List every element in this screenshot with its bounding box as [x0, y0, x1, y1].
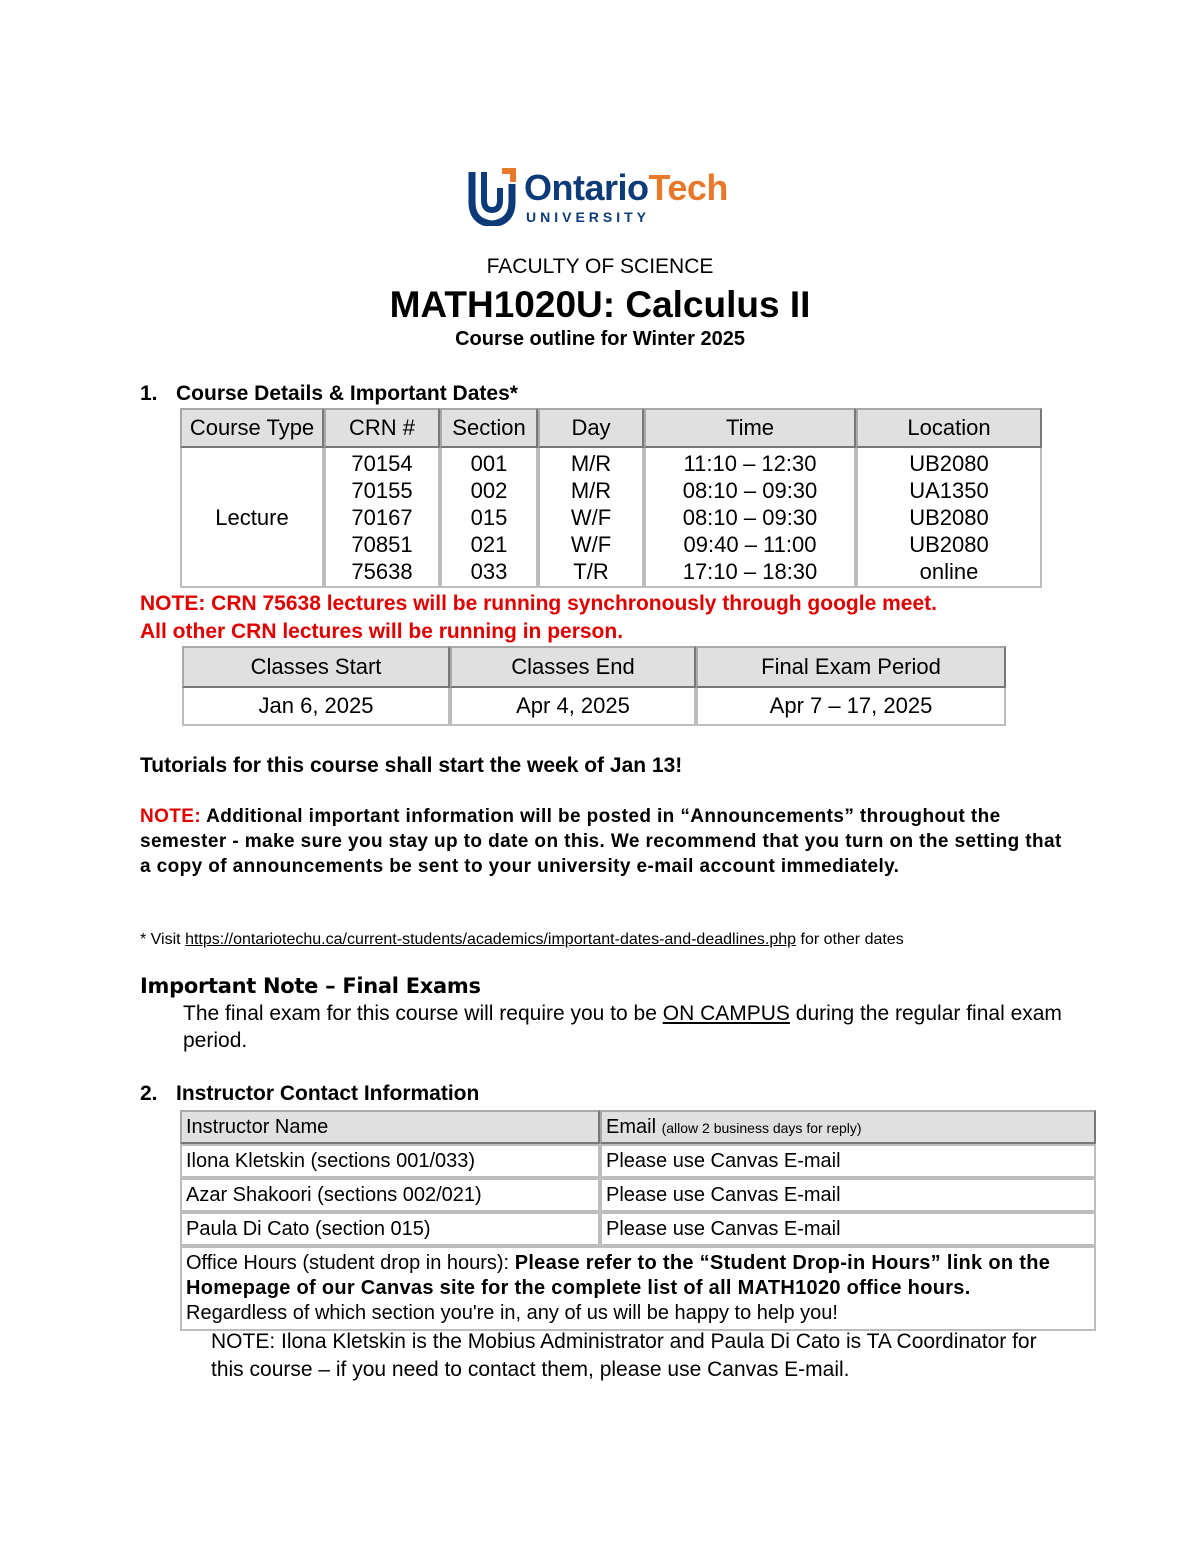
faculty-name: FACULTY OF SCIENCE [486, 255, 714, 278]
column-header: Section [440, 408, 538, 448]
table-row [180, 1212, 1096, 1246]
location-value: UB2080 [909, 451, 989, 476]
time-value: 09:40 – 11:00 [683, 532, 817, 557]
classes-end-value: Apr 4, 2025 [450, 688, 696, 726]
day-cell [538, 448, 644, 588]
location-value: UB2080 [909, 505, 989, 530]
table-row [180, 1144, 1096, 1178]
time-cell [644, 448, 856, 588]
coordinator-note: NOTE: Ilona Kletskin is the Mobius Administrator and Paula Di Cato is TA Coordinator for this course – if you need to contact them, please use Canvas E-mail. [211, 1330, 1037, 1381]
instructor-name-header: Instructor Name [180, 1110, 600, 1144]
day-value: T/R [573, 559, 609, 584]
table-row [182, 688, 1006, 726]
column-header: CRN # [324, 408, 440, 448]
instructor-email: Please use Canvas E-mail [600, 1212, 1096, 1246]
visit-dates-line [140, 931, 1070, 949]
office-hours-instructions: Please refer to the “Student Drop-in Hours” link on the Homepage of our Canvas site for the complete list of all MATH1020 office hours. [186, 1252, 1051, 1299]
visit-suffix: for other dates [800, 931, 904, 948]
crn-note-line-2: All other CRN lectures will be running in person. [140, 620, 624, 643]
column-header: Time [644, 408, 856, 448]
column-header: Classes End [450, 646, 696, 688]
final-exams-text-before: The final exam for this course will require you to be [183, 1002, 657, 1025]
time-value: 08:10 – 09:30 [682, 505, 818, 530]
classes-start-value: Jan 6, 2025 [182, 688, 450, 726]
section-number: 2. [140, 1082, 158, 1105]
final-exams-text-after: during the regular final exam period. [183, 1002, 1062, 1052]
final-exam-period-value: Apr 7 – 17, 2025 [696, 688, 1006, 726]
outline-subtitle: Course outline for Winter 2025 [455, 328, 745, 350]
crn-value: 70851 [351, 532, 413, 557]
visit-prefix: * Visit [140, 931, 181, 948]
instructor-email: Please use Canvas E-mail [600, 1144, 1096, 1178]
time-value: 17:10 – 18:30 [682, 559, 818, 584]
on-campus-emphasis: ON CAMPUS [662, 1002, 790, 1025]
location-cell [856, 448, 1042, 588]
section-number: 1. [140, 382, 158, 405]
table-header-row [182, 646, 1006, 688]
table-row [180, 448, 1042, 588]
crn-value: 70167 [351, 505, 413, 530]
day-value: W/F [570, 532, 612, 557]
shield-logo-icon [468, 166, 518, 226]
tutorials-notice: Tutorials for this course shall start the week of Jan 13! [140, 754, 683, 777]
email-header-note: (allow 2 business days for reply) [661, 1119, 862, 1136]
email-header-label: Email [606, 1115, 657, 1138]
column-header: Final Exam Period [696, 646, 1006, 688]
office-hours-cell [180, 1246, 1096, 1331]
instructor-name: Ilona Kletskin (sections 001/033) [180, 1144, 600, 1178]
important-dates-link[interactable]: https://ontariotechu.ca/current-students/academics/important-dates-and-deadlines.php [185, 931, 797, 948]
course-type-cell: Lecture [180, 448, 324, 588]
crn-note-line-1: NOTE: CRN 75638 lectures will be running synchronously through google meet. [140, 592, 937, 615]
section-value: 002 [470, 478, 508, 503]
final-exams-text [183, 1000, 1083, 1054]
crn-cell [324, 448, 440, 588]
logo-subtitle: UNIVERSITY [526, 209, 651, 225]
note-text: Additional important information will be posted in “Announcements” throughout the semester - make sure you stay up to date on this. We recommend that you turn on the setting that a copy of announcements be sent to your university e-mail account immediately. [140, 806, 1062, 877]
logo-wordmark-part2: Tech [648, 167, 728, 208]
section-1-heading [140, 382, 518, 406]
ontario-tech-logo [468, 166, 738, 230]
column-header: Course Type [180, 408, 324, 448]
note-label: NOTE: [140, 806, 202, 827]
instructor-email: Please use Canvas E-mail [600, 1178, 1096, 1212]
course-details-table [180, 408, 1042, 588]
important-dates-table [182, 646, 1006, 726]
table-header-row [180, 408, 1042, 448]
instructor-contact-table [180, 1110, 1096, 1331]
email-header [600, 1110, 1096, 1144]
column-header: Day [538, 408, 644, 448]
office-hours-prefix: Office Hours (student drop in hours): [186, 1252, 510, 1274]
table-row [180, 1178, 1096, 1212]
day-value: M/R [570, 478, 612, 503]
crn-value: 70154 [351, 451, 413, 476]
logo-wordmark-part1: Ontario [524, 167, 649, 208]
table-header-row [180, 1110, 1096, 1144]
day-value: M/R [570, 451, 612, 476]
section-2-heading [140, 1082, 479, 1106]
section-value: 015 [470, 505, 508, 530]
crn-value: 75638 [351, 559, 413, 584]
course-title: MATH1020U: Calculus II [389, 284, 811, 325]
location-value: UB2080 [909, 532, 989, 557]
section-value: 033 [470, 559, 508, 584]
section-title: Course Details & Important Dates* [176, 382, 518, 405]
time-value: 11:10 – 12:30 [683, 451, 817, 476]
section-cell [440, 448, 538, 588]
section-value: 021 [470, 532, 508, 557]
instructor-name: Azar Shakoori (sections 002/021) [180, 1178, 600, 1212]
section-title: Instructor Contact Information [176, 1082, 480, 1105]
time-value: 08:10 – 09:30 [682, 478, 818, 503]
announcements-note [140, 804, 1070, 879]
instructor-name: Paula Di Cato (section 015) [180, 1212, 600, 1246]
office-hours-closing: Regardless of which section you're in, any of us will be happy to help you! [186, 1302, 838, 1324]
column-header: Location [856, 408, 1042, 448]
final-exams-heading: Important Note – Final Exams [140, 974, 481, 998]
column-header: Classes Start [182, 646, 450, 688]
section-value: 001 [470, 451, 508, 476]
day-value: W/F [570, 505, 612, 530]
office-hours-row [180, 1246, 1096, 1331]
logo-wordmark [524, 168, 728, 208]
location-value: online [919, 559, 979, 584]
crn-value: 70155 [351, 478, 413, 503]
location-value: UA1350 [909, 478, 989, 503]
